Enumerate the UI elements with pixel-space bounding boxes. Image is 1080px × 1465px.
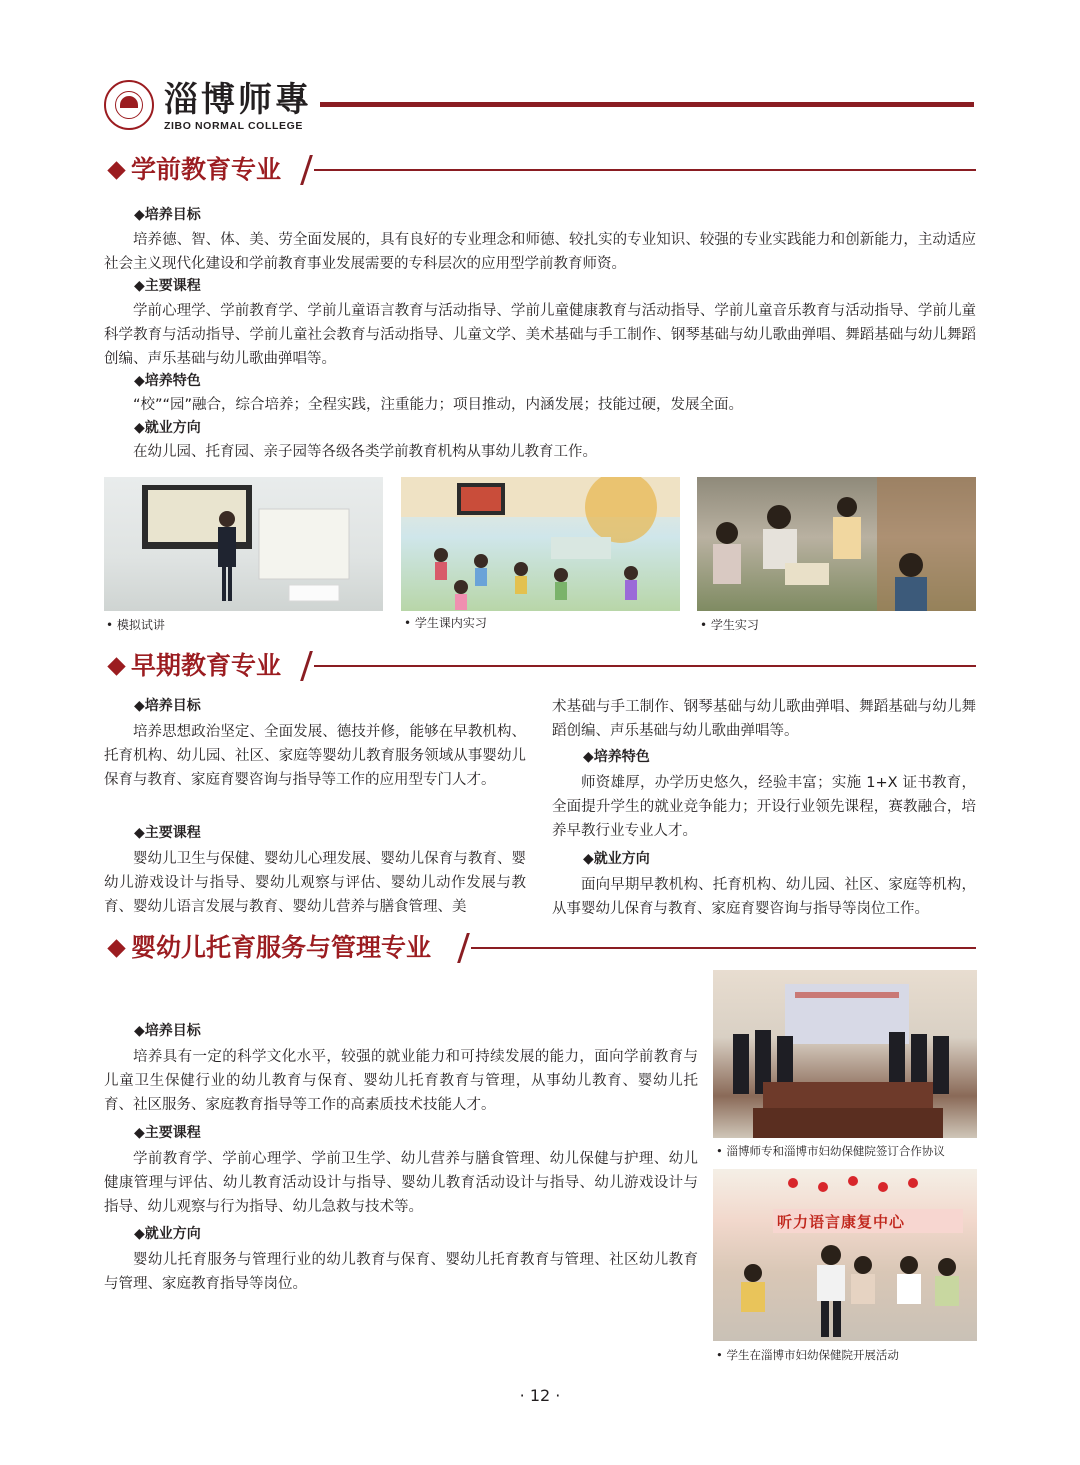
section-title-infant: 婴幼儿托育服务与管理专业 (131, 933, 432, 962)
section-diamond-icon (107, 161, 125, 179)
section-title-early: 早期教育专业 (131, 651, 282, 680)
photo-classroom-practice (401, 477, 680, 611)
section-diamond-icon (107, 657, 125, 675)
course-text: 学前心理学、学前教育学、学前儿童语言教育与活动指导、学前儿童健康教育与活动指导、学前儿童音乐教育与活动指导、学前儿童科学教育与活动指导、学前儿童社会教育与活动指导、儿童文学、美术基础与手工制作、钢琴基础与幼儿歌曲弹唱、舞蹈基础与幼儿舞蹈创编、声乐基础与幼儿歌曲弹唱等。 (104, 303, 976, 367)
logo-chinese-name: 淄博师專 (164, 80, 312, 120)
goal-label: ◆培养目标 (134, 1023, 201, 1039)
course-label: ◆主要课程 (134, 1125, 201, 1141)
caption-cooperation-signing: • 淄博师专和淄博市妇幼保健院签订合作协议 (716, 1144, 945, 1158)
header-rule (320, 102, 974, 107)
career-text: 婴幼儿托育服务与管理行业的幼儿教育与保育、婴幼儿托育教育与管理、社区幼儿教育与管理、家庭教育指导等岗位。 (104, 1252, 698, 1292)
caption-hospital-activity: • 学生在淄博市妇幼保健院开展活动 (716, 1348, 899, 1362)
photo-hospital-activity (713, 1169, 977, 1341)
section-slash (300, 155, 313, 185)
section-diamond-icon (107, 939, 125, 957)
career-text: 面向早期早教机构、托育机构、幼儿园、社区、家庭等机构，从事婴幼儿保育与教育、家庭育婴咨询与指导等岗位工作。 (552, 877, 976, 917)
college-logo-emblem (104, 80, 154, 130)
goal-text: 培养思想政治坚定、全面发展、德技并修，能够在早教机构、托育机构、幼儿园、社区、家庭等婴幼儿教育服务领域从事婴幼儿保育与教育、家庭育婴咨询与指导等工作的应用型专门人才。 (104, 724, 526, 788)
section-rule (314, 665, 976, 667)
photo-banner-text: 听力语言康复中心 (777, 1213, 906, 1231)
career-text: 在幼儿园、托育园、亲子园等各级各类学前教育机构从事幼儿教育工作。 (133, 444, 597, 460)
feature-text: 师资雄厚，办学历史悠久，经验丰富；实施 1+X 证书教育，全面提升学生的就业竞争能力；开设行业领先课程，赛教融合，培养早教行业专业人才。 (552, 775, 976, 839)
feature-label: ◆培养特色 (583, 749, 650, 765)
course-label: ◆主要课程 (134, 278, 201, 294)
section-slash (457, 933, 470, 963)
goal-text: 培养具有一定的科学文化水平，较强的就业能力和可持续发展的能力，面向学前教育与儿童卫生保健行业的幼儿教育与保育、婴幼儿托育教育与管理，从事幼儿教育、婴幼儿托育、社区服务、家庭教育指导等工作的高素质技术技能人才。 (104, 1049, 698, 1113)
goal-text: 培养德、智、体、美、劳全面发展的，具有良好的专业理念和师德、较扎实的专业知识、较强的专业实践能力和创新能力，主动适应社会主义现代化建设和学前教育事业发展需要的专科层次的应用型学前教育师资。 (104, 232, 976, 272)
caption-mock-lecture: • 模拟试讲 (106, 618, 165, 632)
caption-student-internship: • 学生实习 (700, 618, 759, 632)
photo-student-internship (697, 477, 976, 611)
logo-english-name: ZIBO NORMAL COLLEGE (164, 120, 303, 132)
feature-text: “校”“园”融合，综合培养；全程实践，注重能力；项目推动，内涵发展；技能过硬，发展全面。 (133, 397, 744, 413)
career-label: ◆就业方向 (134, 420, 201, 436)
course-text-right: 术基础与手工制作、钢琴基础与幼儿歌曲弹唱、舞蹈基础与幼儿舞蹈创编、声乐基础与幼儿歌曲弹唱等。 (552, 699, 976, 739)
goal-label: ◆培养目标 (134, 698, 201, 714)
section-title-preschool: 学前教育专业 (131, 155, 282, 184)
photo-mock-lecture (104, 477, 383, 611)
section-rule (314, 169, 976, 171)
page-number: · 12 · (519, 1386, 561, 1405)
course-label: ◆主要课程 (134, 825, 201, 841)
photo-cooperation-signing (713, 970, 977, 1138)
caption-classroom-practice: • 学生课内实习 (404, 616, 487, 630)
goal-label: ◆培养目标 (134, 207, 201, 223)
career-label: ◆就业方向 (583, 851, 650, 867)
course-text-left: 婴幼儿卫生与保健、婴幼儿心理发展、婴幼儿保育与教育、婴幼儿游戏设计与指导、婴幼儿观察与评估、婴幼儿动作发展与教育、婴幼儿语言发展与教育、婴幼儿营养与膳食管理、美 (104, 851, 526, 915)
career-label: ◆就业方向 (134, 1226, 201, 1242)
section-slash (300, 651, 313, 681)
feature-label: ◆培养特色 (134, 373, 201, 389)
section-rule (471, 947, 976, 949)
course-text: 学前教育学、学前心理学、学前卫生学、幼儿营养与膳食管理、幼儿保健与护理、幼儿健康管理与评估、幼儿教育活动设计与指导、婴幼儿教育活动设计与指导、幼儿游戏设计与指导、幼儿观察与行为指导、幼儿急救与技术等。 (104, 1151, 698, 1215)
